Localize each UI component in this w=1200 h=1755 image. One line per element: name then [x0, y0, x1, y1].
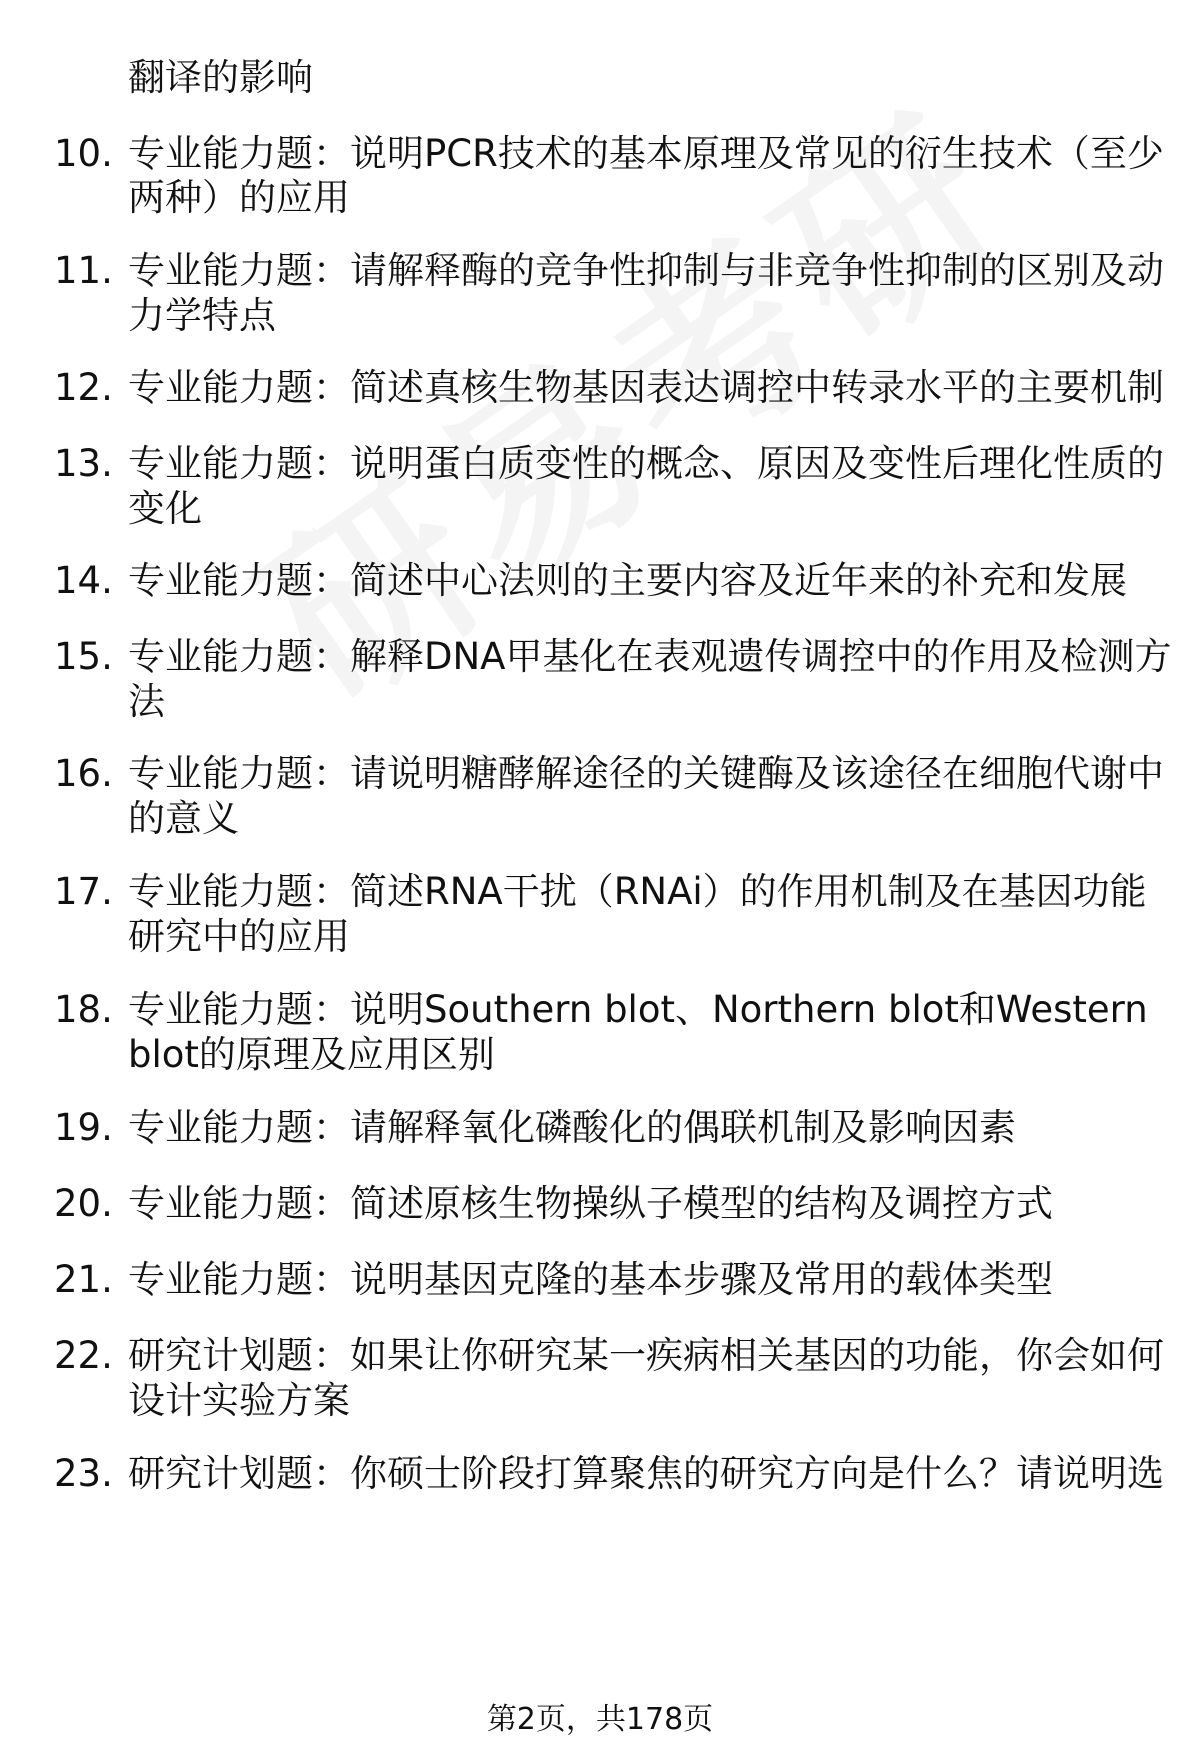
item-number: 15.: [54, 635, 113, 678]
item-number: 13.: [54, 442, 113, 485]
item-number: 20.: [54, 1182, 113, 1225]
item-text: 的意义: [128, 797, 239, 840]
item-text: 专业能力题：说明Southern blot、Northern blot和Western: [128, 988, 1148, 1031]
item-text: 变化: [128, 487, 202, 530]
item-text: 专业能力题：说明基因克隆的基本步骤及常用的载体类型: [128, 1258, 1053, 1301]
item-text: 法: [128, 680, 165, 723]
item-text: 专业能力题：解释DNA甲基化在表观遗传调控中的作用及检测方: [128, 635, 1172, 678]
item-number: 10.: [54, 132, 113, 175]
item-text: 专业能力题：请解释酶的竞争性抑制与非竞争性抑制的区别及动: [128, 249, 1164, 292]
item-number: 23.: [54, 1452, 113, 1495]
continuation-text: 翻译的影响: [128, 56, 313, 99]
item-text: 两种）的应用: [128, 176, 350, 219]
item-text: 研究中的应用: [128, 915, 350, 958]
item-number: 22.: [54, 1334, 113, 1377]
item-number: 16.: [54, 752, 113, 795]
item-number: 14.: [54, 559, 113, 602]
item-text: 专业能力题：请说明糖酵解途径的关键酶及该途径在细胞代谢中: [128, 752, 1164, 795]
item-number: 17.: [54, 870, 113, 913]
item-text: 研究计划题：如果让你研究某一疾病相关基因的功能，你会如何: [128, 1334, 1164, 1377]
item-text: 设计实验方案: [128, 1379, 350, 1422]
item-text: 专业能力题：简述真核生物基因表达调控中转录水平的主要机制: [128, 366, 1164, 409]
item-text: 专业能力题：简述RNA干扰（RNAi）的作用机制及在基因功能: [128, 870, 1147, 913]
page-footer: 第2页，共178页: [486, 1702, 714, 1737]
item-number: 11.: [54, 249, 113, 292]
item-number: 12.: [54, 366, 113, 409]
item-text: blot的原理及应用区别: [128, 1033, 495, 1076]
item-number: 21.: [54, 1258, 113, 1301]
item-text: 专业能力题：说明蛋白质变性的概念、原因及变性后理化性质的: [128, 442, 1164, 485]
item-text: 研究计划题：你硕士阶段打算聚焦的研究方向是什么？请说明选: [128, 1452, 1164, 1495]
item-text: 专业能力题：简述中心法则的主要内容及近年来的补充和发展: [128, 559, 1127, 602]
item-number: 18.: [54, 988, 113, 1031]
item-number: 19.: [54, 1106, 113, 1149]
item-text: 专业能力题：请解释氧化磷酸化的偶联机制及影响因素: [128, 1106, 1016, 1149]
item-text: 力学特点: [128, 294, 276, 337]
item-text: 专业能力题：简述原核生物操纵子模型的结构及调控方式: [128, 1182, 1053, 1225]
item-text: 专业能力题：说明PCR技术的基本原理及常见的衍生技术（至少: [128, 132, 1164, 175]
